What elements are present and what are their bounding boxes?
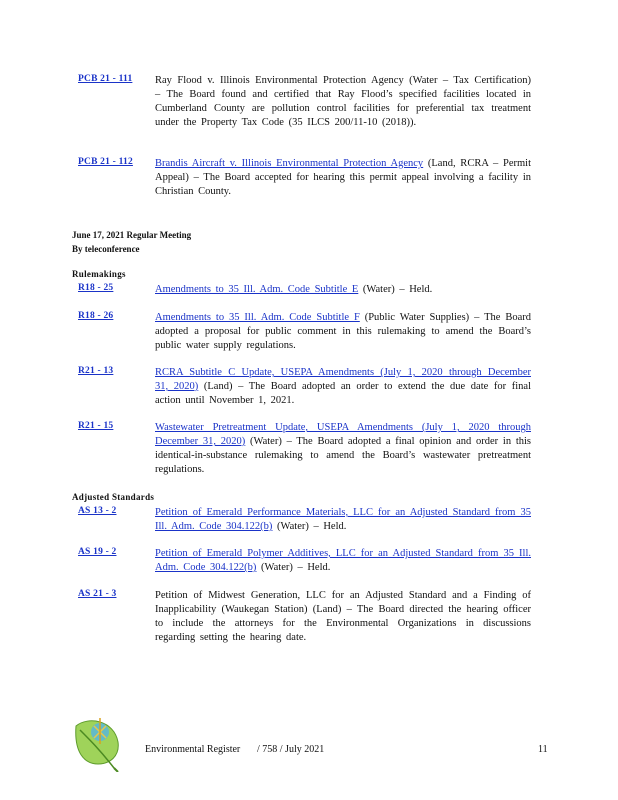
case-summary: (Public Water Supplies) – The Board adopted a proposal for public comment in this rulemaking to amend the Board’s public water supply regulations. <box>155 312 531 351</box>
case-description <box>155 157 531 199</box>
case-description <box>155 283 531 297</box>
meeting-date: June 17, 2021 Regular Meeting <box>72 230 192 240</box>
case-description <box>155 506 531 534</box>
case-number-link[interactable]: R18 - 25 <box>78 283 114 293</box>
case-description <box>155 74 531 130</box>
case-description <box>155 421 531 477</box>
section-heading-adjusted-standards: Adjusted Standards <box>72 492 155 502</box>
case-number-link[interactable]: AS 19 - 2 <box>78 547 117 557</box>
footer-publication: Environmental Register <box>145 744 241 755</box>
case-summary: Ray Flood v. Illinois Environmental Protection Agency (Water – Tax Certification) – The Board found and certified that Ray Flood’s specified facilities located in Cumberland County are pollution control facilities for preferential tax treatment under the Property Tax Code (35 ILCS 200/11-10 (2018)). <box>155 75 531 128</box>
section-heading-rulemakings: Rulemakings <box>72 269 126 279</box>
case-title-link[interactable]: Wastewater Pretreatment Update, USEPA Amendments (July 1, 2020 through December 31, 2020) <box>155 422 531 447</box>
meeting-location: By teleconference <box>72 244 140 254</box>
case-number-link[interactable]: AS 13 - 2 <box>78 506 117 516</box>
case-summary: (Water) – Held. <box>358 284 433 295</box>
case-summary: (Land) – The Board adopted an order to extend the due date for final action until November 1, 2021. <box>155 381 532 406</box>
leaf-logo-icon <box>70 712 122 772</box>
case-number-link[interactable]: R21 - 13 <box>78 366 114 376</box>
meeting-header <box>72 228 191 256</box>
case-description <box>155 589 531 645</box>
case-summary: (Water) – Held. <box>256 562 331 573</box>
case-summary: (Water) – Held. <box>272 521 347 532</box>
case-number-link[interactable]: PCB 21 - 112 <box>78 157 133 167</box>
case-number-link[interactable]: PCB 21 - 111 <box>78 74 133 84</box>
case-number-link[interactable]: AS 21 - 3 <box>78 589 117 599</box>
case-title-link[interactable]: Petition of Emerald Polymer Additives, LLC for an Adjusted Standard from 35 Ill. Adm. Code 304.122(b) <box>155 548 531 573</box>
case-summary: Petition of Midwest Generation, LLC for an Adjusted Standard and a Finding of Inapplicability (Waukegan Station) (Land) – The Board directed the hearing officer to include the attorneys for the Environmental Organizations in discussions regarding setting the hearing date. <box>155 590 531 643</box>
case-title-link[interactable]: Amendments to 35 Ill. Adm. Code Subtitle E <box>155 284 359 295</box>
case-description <box>155 311 531 353</box>
case-summary: (Land, RCRA – Permit Appeal) – The Board accepted for hearing this permit appeal involving a facility in Christian County. <box>155 158 532 197</box>
case-title-link[interactable]: Petition of Emerald Performance Materials, LLC for an Adjusted Standard from 35 Ill. Adm. Code 304.122(b) <box>155 507 531 532</box>
case-description <box>155 547 531 575</box>
page-number: 11 <box>538 744 548 755</box>
case-description <box>155 366 531 408</box>
case-title-link[interactable]: Brandis Aircraft v. Illinois Environmental Protection Agency <box>155 158 424 169</box>
case-number-link[interactable]: R18 - 26 <box>78 311 114 321</box>
case-number-link[interactable]: R21 - 15 <box>78 421 114 431</box>
case-summary: (Water) – The Board adopted a final opinion and order in this identical-in-substance rulemaking to amend the Board’s wastewater pretreatment regulations. <box>155 436 531 475</box>
case-title-link[interactable]: Amendments to 35 Ill. Adm. Code Subtitle F <box>155 312 360 323</box>
case-title-link[interactable]: RCRA Subtitle C Update, USEPA Amendments (July 1, 2020 through December 31, 2020) <box>155 367 531 392</box>
footer-issue: / 758 / July 2021 <box>257 744 325 755</box>
